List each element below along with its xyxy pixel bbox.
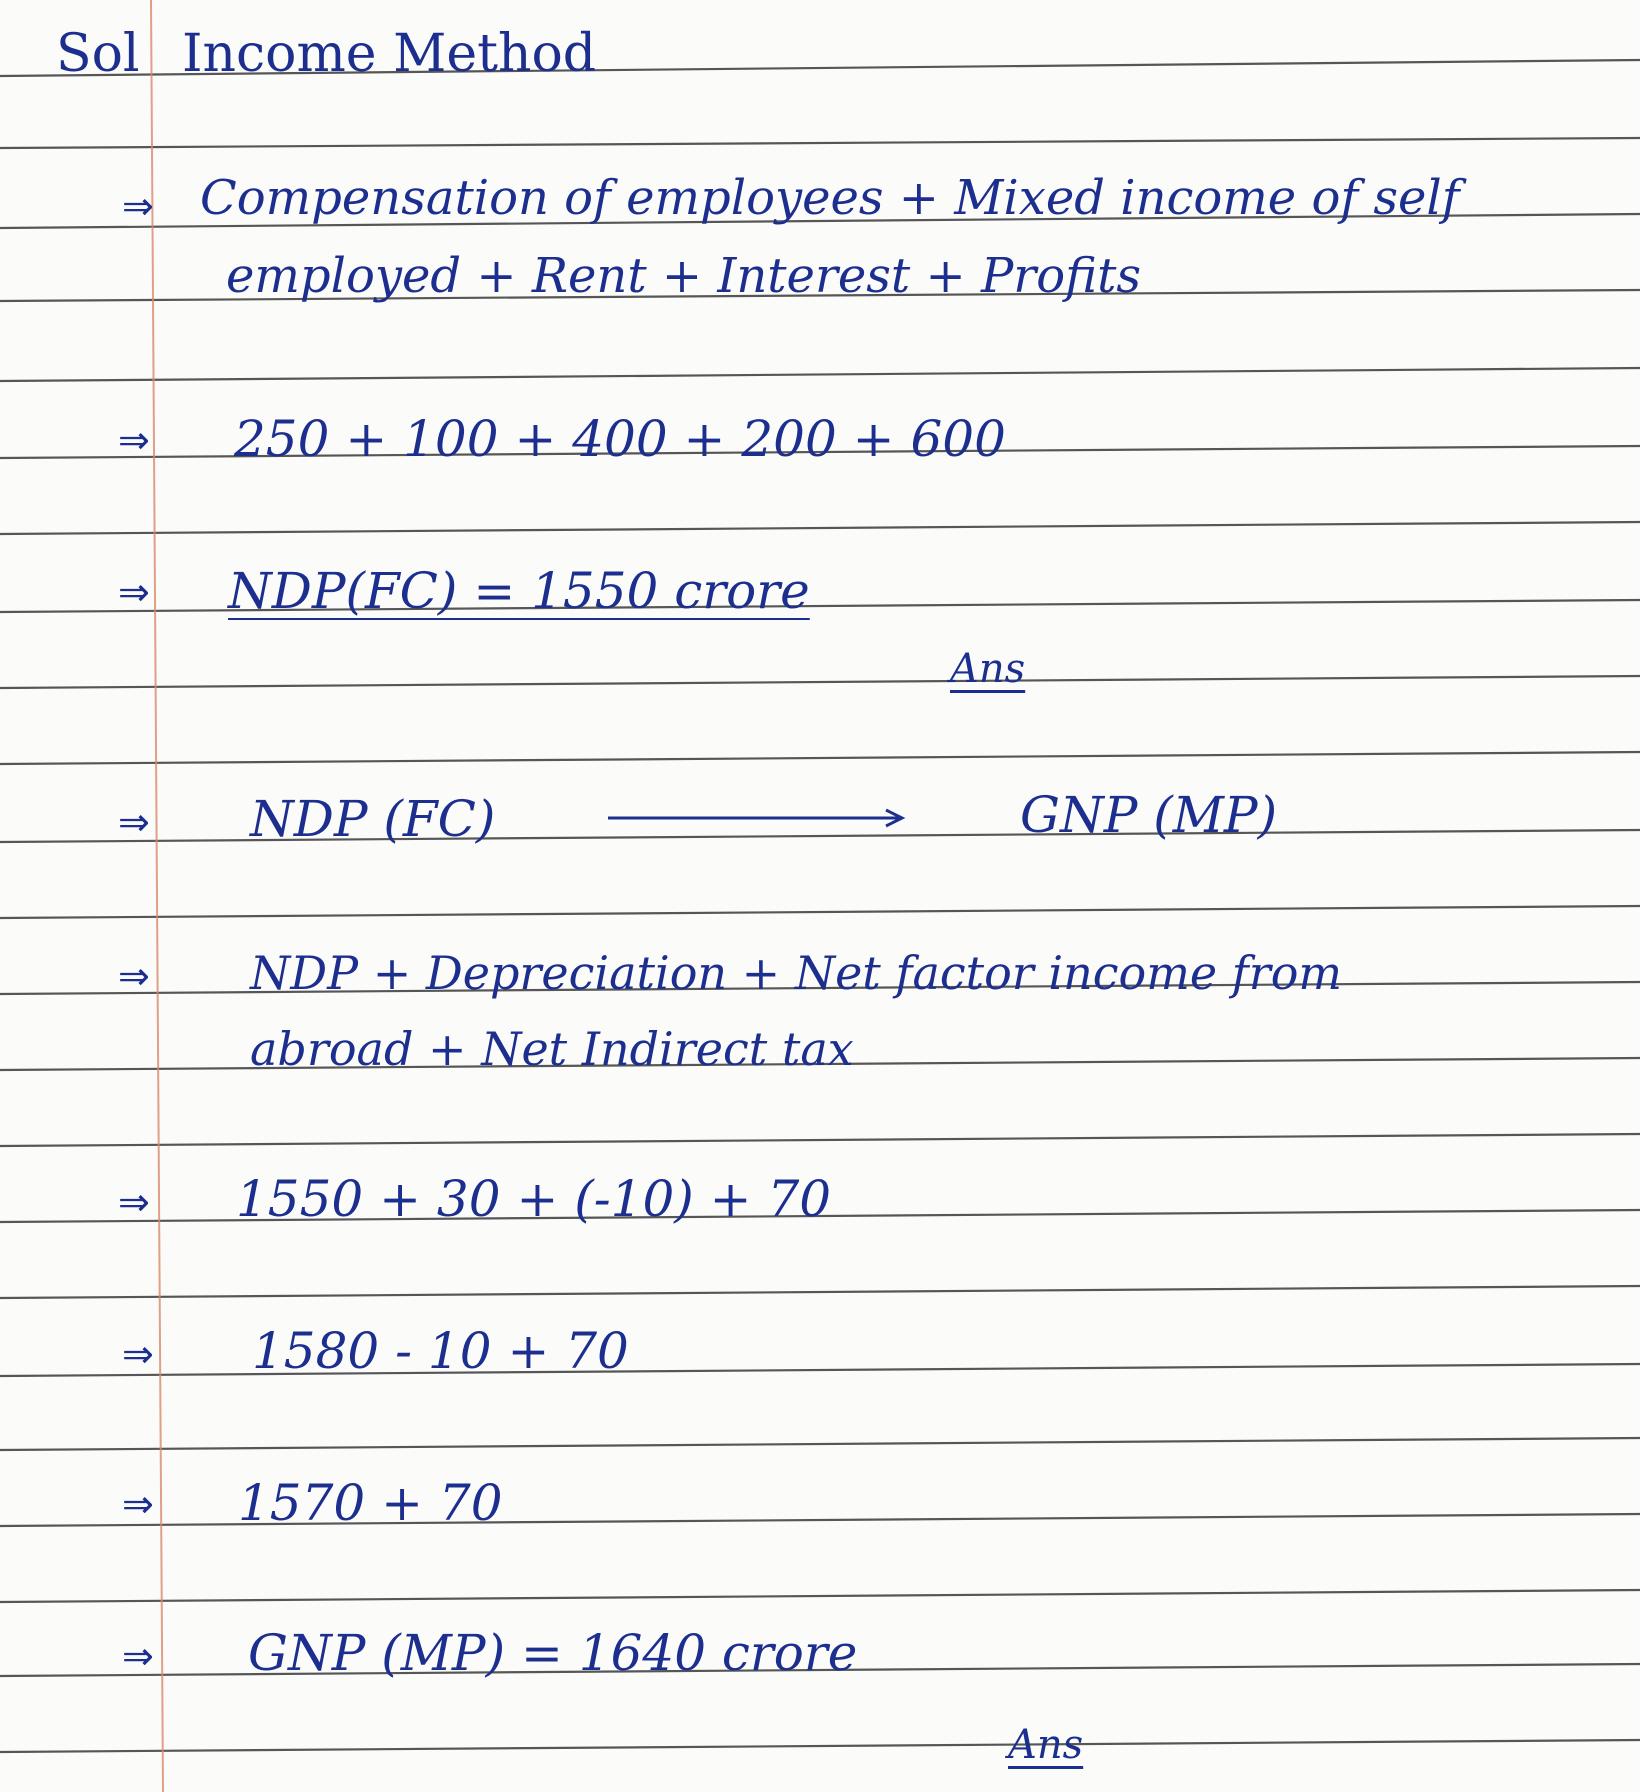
implies-arrow-icon: ⇒ bbox=[118, 570, 150, 614]
implies-arrow-icon: ⇒ bbox=[122, 1482, 154, 1526]
implies-arrow-icon: ⇒ bbox=[122, 184, 154, 228]
implies-arrow-icon: ⇒ bbox=[118, 800, 150, 844]
rule-line bbox=[0, 1364, 1640, 1376]
rule-line bbox=[0, 1286, 1640, 1298]
formula-gnp-components: NDP + Depreciation + Net factor income from bbox=[250, 946, 1343, 1000]
rule-line bbox=[0, 830, 1640, 842]
conversion-to: GNP (MP) bbox=[1020, 786, 1278, 844]
rule-line bbox=[0, 676, 1640, 688]
formula-gnp-components-cont: abroad + Net Indirect tax bbox=[250, 1022, 854, 1076]
rule-line bbox=[0, 368, 1640, 381]
calculation-step-1: 1580 - 10 + 70 bbox=[252, 1322, 629, 1380]
answer-label: Ans bbox=[950, 646, 1026, 692]
rule-line bbox=[0, 1740, 1640, 1752]
rule-line bbox=[0, 1438, 1640, 1450]
rule-line bbox=[0, 906, 1640, 918]
rule-line bbox=[0, 1134, 1640, 1146]
result-ndp-fc: NDP(FC) = 1550 crore bbox=[228, 562, 810, 620]
implies-arrow-icon: ⇒ bbox=[118, 1180, 150, 1224]
formula-income-components: Compensation of employees + Mixed income of self bbox=[200, 170, 1460, 226]
implies-arrow-icon: ⇒ bbox=[122, 1634, 154, 1678]
rule-line bbox=[0, 752, 1640, 764]
implies-arrow-icon: ⇒ bbox=[122, 1332, 154, 1376]
conversion-from: NDP (FC) bbox=[250, 790, 496, 848]
rule-line bbox=[0, 522, 1640, 534]
substitution-gnp: 1550 + 30 + (-10) + 70 bbox=[236, 1170, 832, 1228]
page-title: Income Method bbox=[182, 24, 597, 84]
rule-line bbox=[0, 1590, 1640, 1602]
answer-label: Ans bbox=[1008, 1722, 1084, 1768]
implies-arrow-icon: ⇒ bbox=[118, 418, 150, 462]
implies-arrow-icon: ⇒ bbox=[118, 954, 150, 998]
substitution-income: 250 + 100 + 400 + 200 + 600 bbox=[234, 410, 1006, 468]
result-gnp-mp: GNP (MP) = 1640 crore bbox=[248, 1624, 858, 1682]
formula-income-components-cont: employed + Rent + Interest + Profits bbox=[226, 248, 1142, 304]
sol-label: Sol bbox=[56, 24, 140, 84]
rule-line bbox=[0, 138, 1640, 148]
calculation-step-2: 1570 + 70 bbox=[238, 1474, 503, 1532]
right-arrow-icon bbox=[608, 808, 908, 828]
